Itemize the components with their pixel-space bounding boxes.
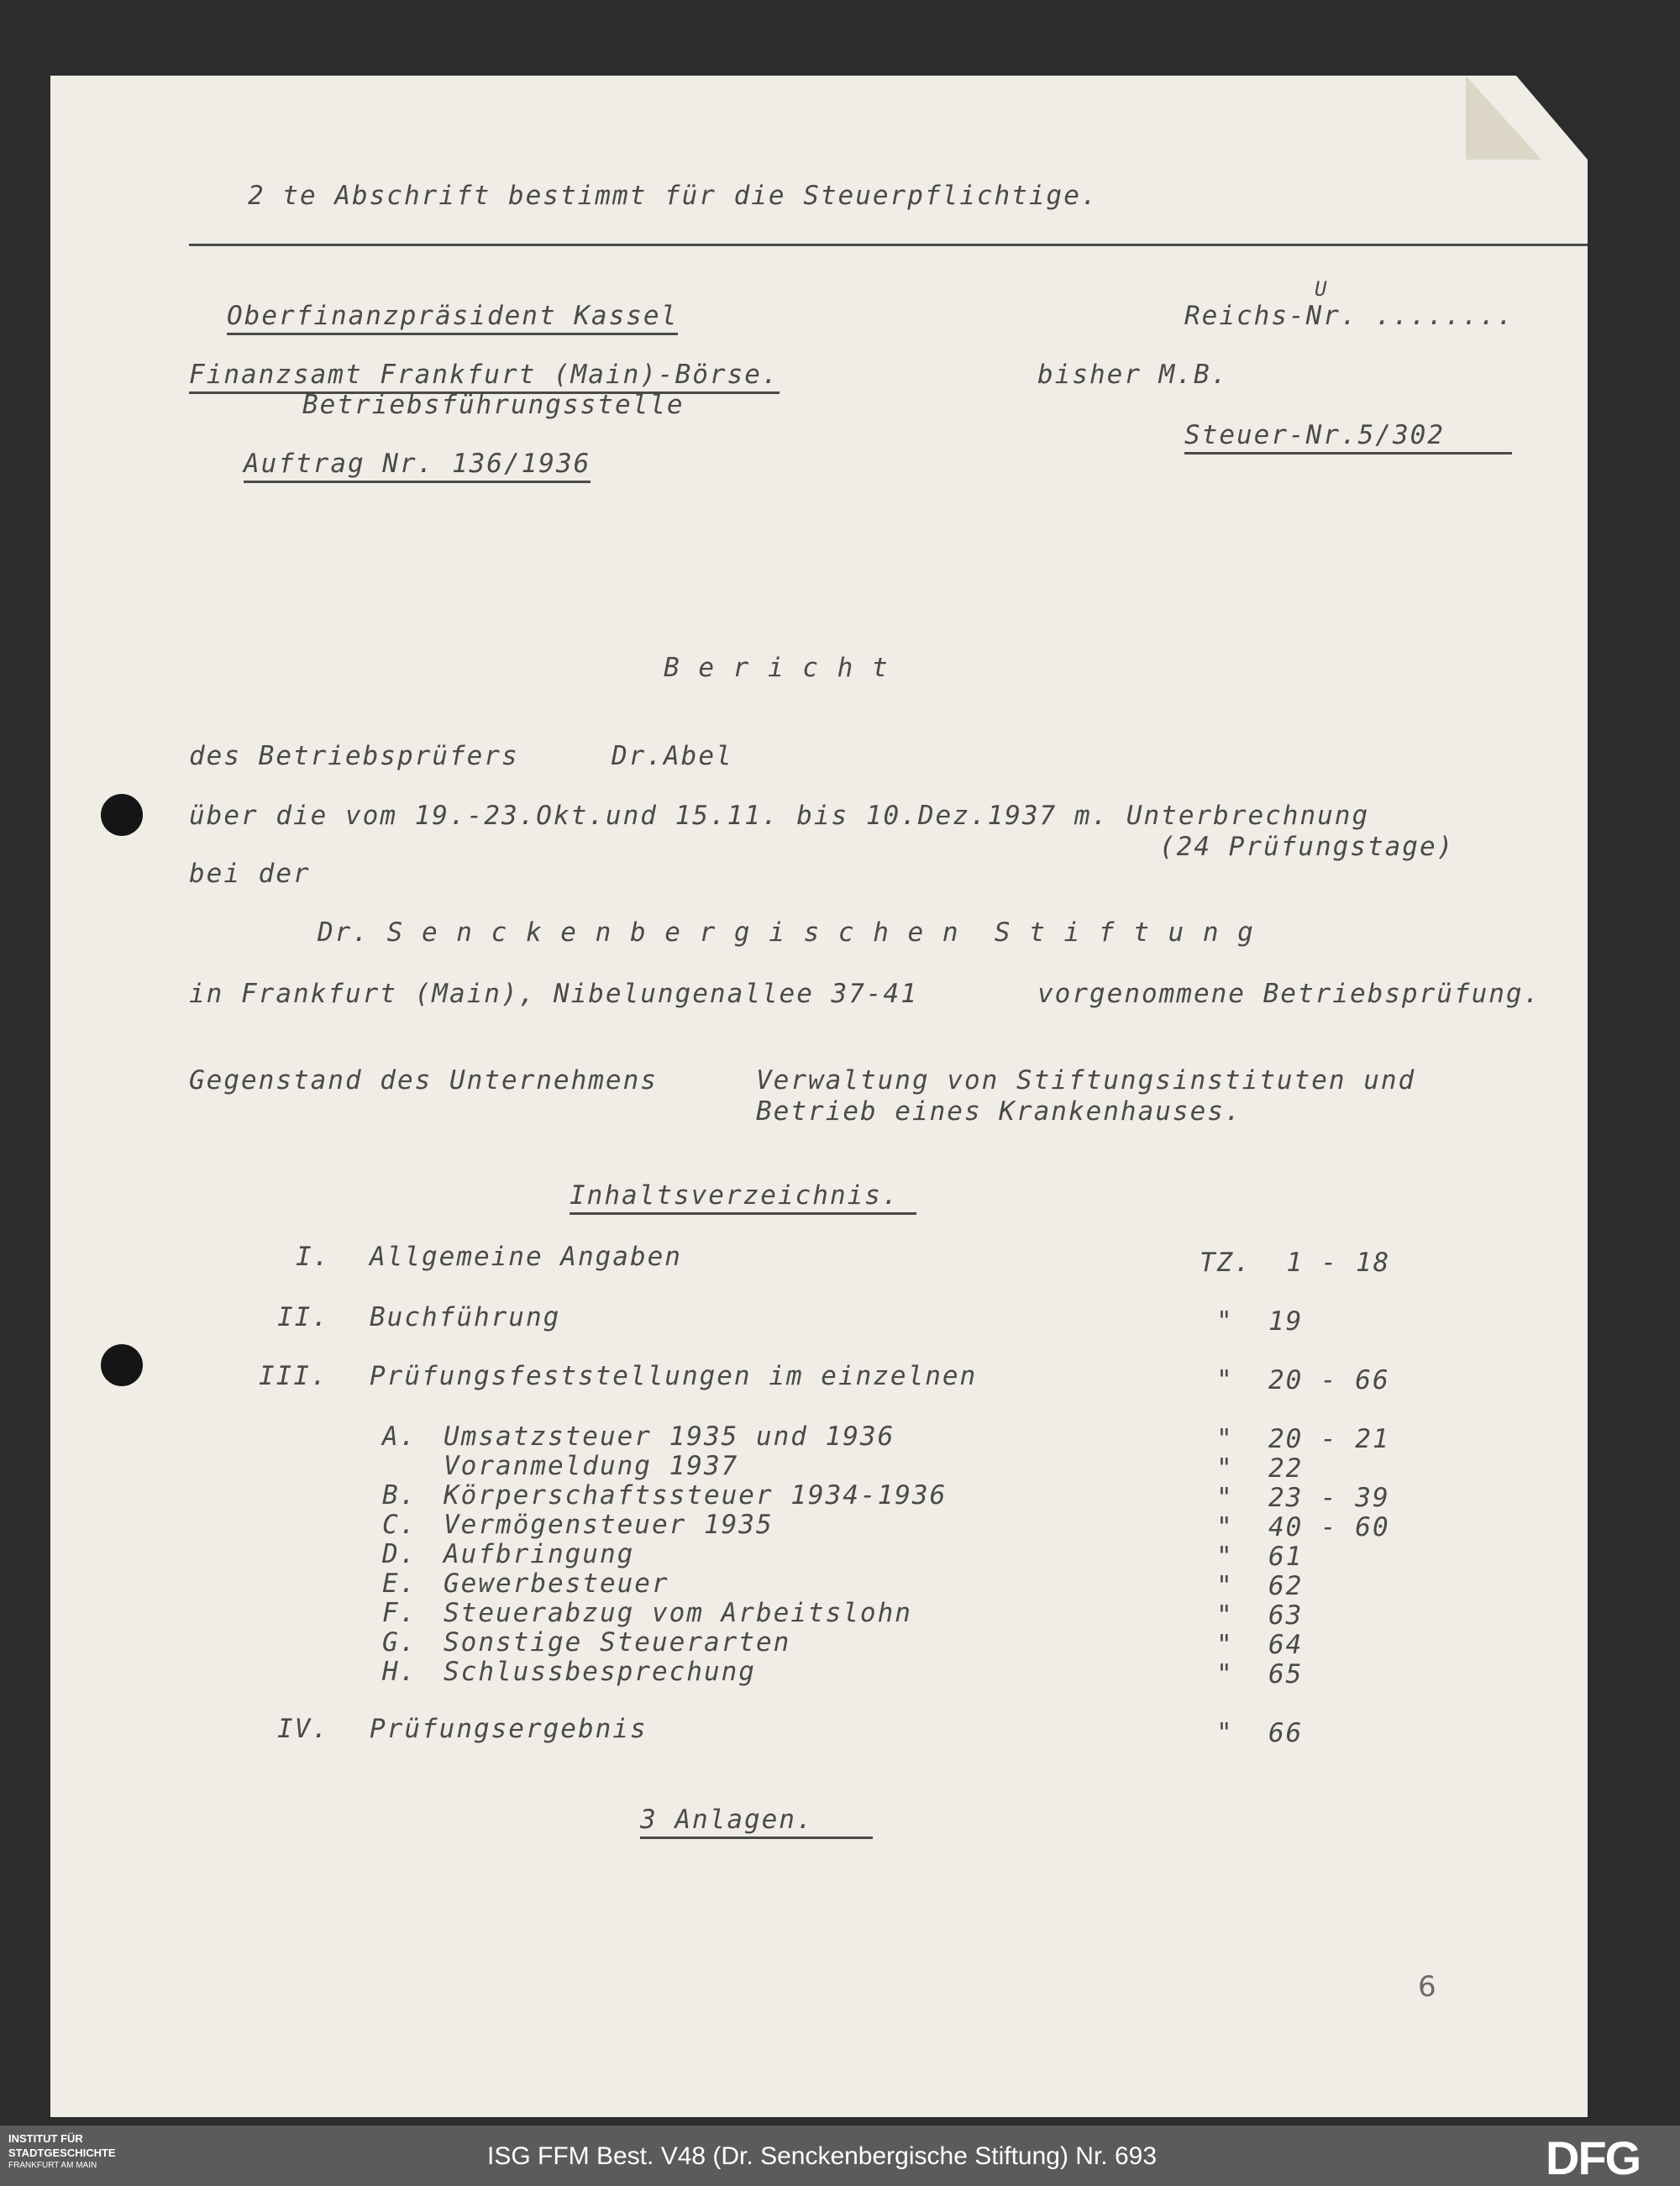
toc-num: I. (296, 1242, 331, 1272)
order-number: Auftrag Nr. 136/1936 (244, 449, 591, 483)
toc-num: D. (382, 1539, 417, 1569)
toc-label: Umsatzsteuer 1935 und 1936 (444, 1421, 895, 1452)
foundation-name: Dr. S e n c k e n b e r g i s c h e n S t i f t u n g (318, 917, 1255, 948)
toc-ref: " 65 (1216, 1659, 1304, 1689)
toc-ref: " 20 - 21 (1216, 1424, 1390, 1454)
toc-label: Allgemeine Angaben (370, 1242, 682, 1272)
punch-hole-top (101, 794, 143, 836)
toc-label: Schlussbesprechung (444, 1657, 756, 1687)
toc-label: Steuerabzug vom Arbeitslohn (444, 1598, 912, 1628)
toc-ref: " 62 (1216, 1571, 1304, 1601)
toc-num: IV. (277, 1714, 329, 1744)
toc-ref: " 66 (1216, 1718, 1304, 1748)
auditor-label: des Betriebsprüfers (189, 741, 519, 771)
toc-num: B. (382, 1480, 417, 1511)
toc-num: F. (382, 1598, 417, 1628)
audit-period: über die vom 19.-23.Okt.und 15.11. bis 10.Dez.1937 m. Unterbrechnung (189, 801, 1370, 831)
institute-logo-line3: FRANKFURT AM MAIN (8, 2161, 97, 2170)
toc-num: H. (382, 1657, 417, 1687)
business-purpose-2: Betrieb eines Krankenhauses. (756, 1096, 1242, 1127)
toc-num: A. (382, 1421, 417, 1452)
toc-ref: " 61 (1216, 1542, 1304, 1572)
archive-footer (0, 2126, 1680, 2186)
toc-label: Buchführung (370, 1302, 561, 1332)
archive-citation: ISG FFM Best. V48 (Dr. Senckenbergische Stiftung) Nr. 693 (487, 2142, 1158, 2170)
authority-line: Oberfinanzpräsident Kassel (227, 301, 678, 335)
toc-num: G. (382, 1627, 417, 1658)
toc-num: III. (259, 1361, 328, 1391)
reichs-number: Reichs-Nr. ........ (1184, 301, 1515, 331)
toc-num: E. (382, 1569, 417, 1599)
toc-ref: " 22 (1216, 1453, 1304, 1484)
copy-note: 2 te Abschrift bestimmt für die Steuerpflichtige. (248, 181, 1099, 211)
toc-num: II. (277, 1302, 329, 1332)
toc-label: Vermögensteuer 1935 (444, 1510, 774, 1540)
toc-label: Prüfungsergebnis (370, 1714, 648, 1744)
toc-label: Prüfungsfeststellungen im einzelnen (370, 1361, 978, 1391)
toc-title: Inhaltsverzeichnis. (570, 1180, 916, 1215)
toc-label: Voranmeldung 1937 (444, 1451, 739, 1481)
audit-days: (24 Prüfungstage) (1159, 832, 1455, 862)
business-purpose-label: Gegenstand des Unternehmens (189, 1065, 658, 1096)
department-line: Betriebsführungsstelle (302, 390, 685, 420)
toc-label: Sonstige Steuerarten (444, 1627, 791, 1658)
institute-logo-line1: INSTITUT FÜR (8, 2132, 83, 2145)
toc-ref: " 23 - 39 (1216, 1483, 1390, 1513)
toc-label: Gewerbesteuer (444, 1569, 669, 1599)
audit-performed: vorgenommene Betriebsprüfung. (1037, 979, 1541, 1009)
toc-ref: TZ. 1 - 18 (1200, 1248, 1391, 1278)
enclosures: 3 Anlagen. (640, 1805, 873, 1839)
tax-number: Steuer-Nr.5/302 (1184, 420, 1512, 455)
toc-ref: " 40 - 60 (1216, 1512, 1390, 1542)
tax-office-line: Finanzsamt Frankfurt (Main)-Börse. (189, 360, 780, 394)
header-rule (189, 244, 1588, 246)
toc-label: Körperschaftssteuer 1934-1936 (444, 1480, 948, 1511)
reichs-number-insert: U (1315, 277, 1329, 301)
institute-logo-line2: STADTGESCHICHTE (8, 2147, 116, 2159)
address-line: in Frankfurt (Main), Nibelungenallee 37-41 (189, 979, 918, 1009)
previous-number: bisher M.B. (1037, 360, 1229, 390)
report-title: B e r i c h t (664, 653, 890, 683)
dfg-logo: DFG (1546, 2131, 1641, 2184)
auditor-name: Dr.Abel (612, 741, 733, 771)
business-purpose-1: Verwaltung von Stiftungsinstituten und (756, 1065, 1416, 1096)
toc-ref: " 19 (1216, 1306, 1304, 1337)
toc-ref: " 20 - 66 (1216, 1365, 1390, 1395)
at-label: bei der (189, 859, 311, 889)
toc-num: C. (382, 1510, 417, 1540)
toc-label: Aufbringung (444, 1539, 635, 1569)
punch-hole-bottom (101, 1344, 143, 1386)
toc-ref: " 64 (1216, 1630, 1304, 1660)
toc-ref: " 63 (1216, 1600, 1304, 1631)
handwritten-page-number: 6 (1418, 1970, 1438, 2004)
